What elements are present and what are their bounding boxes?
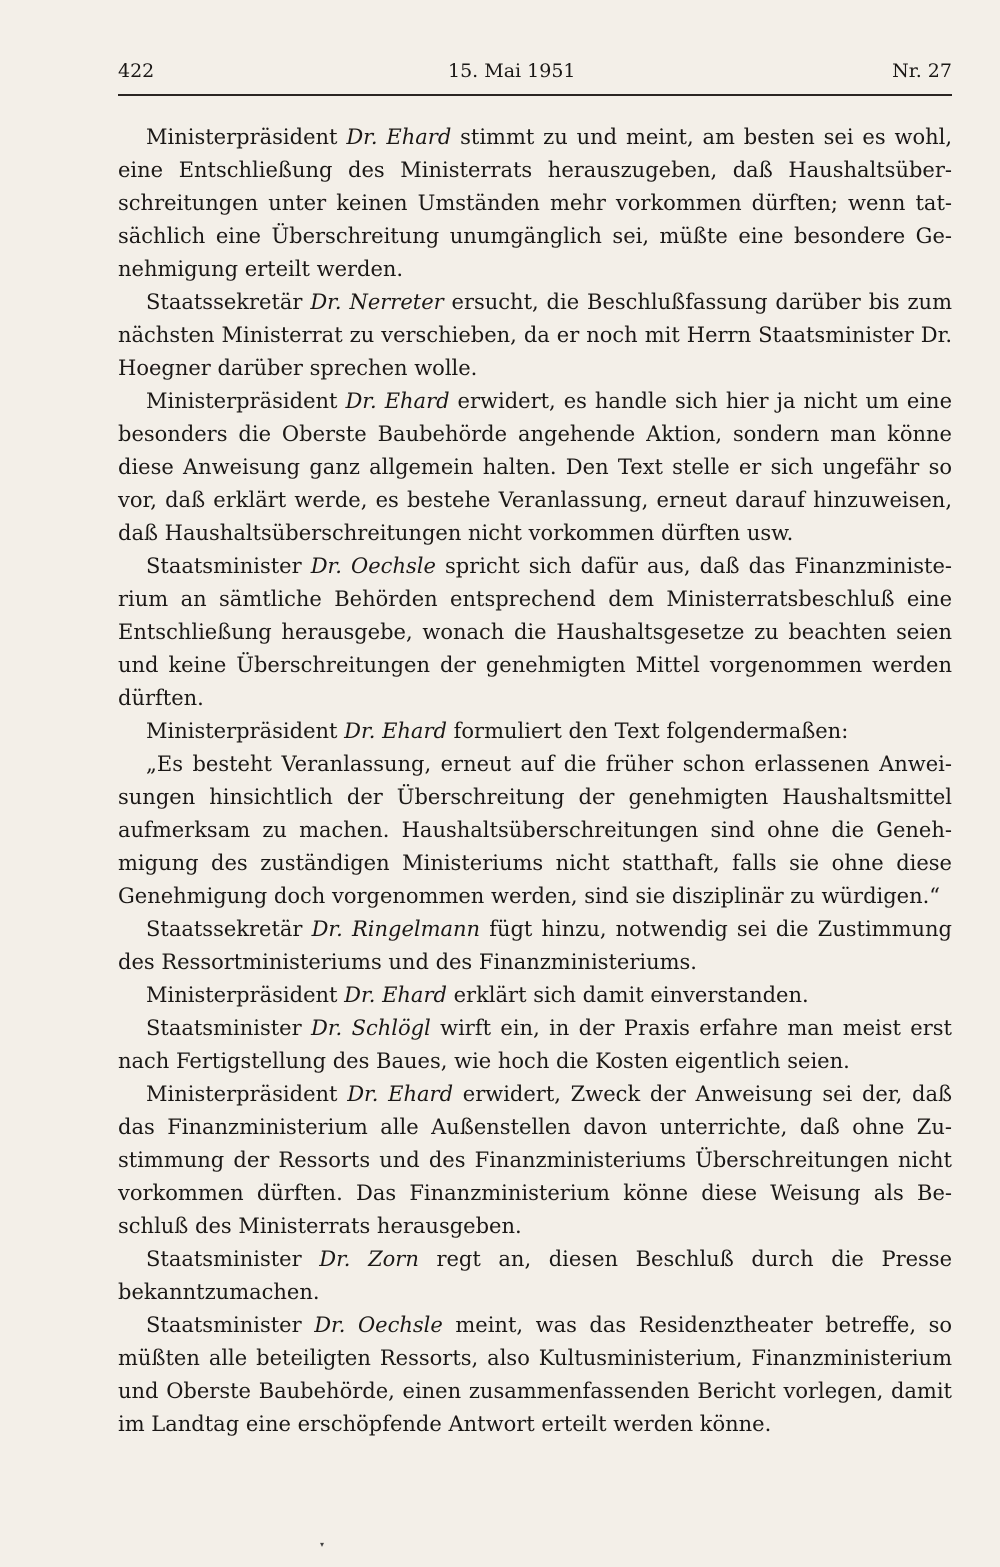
paragraph-8 xyxy=(118,979,952,1012)
paragraph-text: stimmt zu und meint, am besten sei es wohl, eine Entschließung des Ministerrats herauszugeben, daß Haushaltsüberschreitungen unter keinen Umständen mehr vorkommen dürften; wenn tatsächlich eine Überschreitung unumgänglich sei, müßte eine besondere Genehmigung erteilt werden. xyxy=(118,125,953,281)
paragraph-4 xyxy=(118,550,952,715)
paragraph-9 xyxy=(118,1012,952,1078)
paragraph-text: wirft ein, in der Praxis erfahre man meist erst nach Fertigstellung des Baues, wie hoch die Kosten eigentlich seien. xyxy=(118,1016,952,1073)
footer-mark: ▾ xyxy=(320,1540,325,1549)
paragraph-text: formuliert den Text folgendermaßen: xyxy=(446,719,849,743)
header-rule xyxy=(118,94,952,96)
paragraph-12 xyxy=(118,1309,952,1441)
paragraph-1 xyxy=(118,121,952,286)
paragraph-text: erklärt sich damit einverstanden. xyxy=(446,983,809,1007)
quoted-resolution xyxy=(118,748,952,913)
speaker-name: Dr. Ehard xyxy=(344,983,447,1007)
speaker-title: Ministerpräsident xyxy=(146,719,345,743)
paragraph-7 xyxy=(118,913,952,979)
paragraph-text: „Es besteht Veranlassung, erneut auf die früher schon erlassenen Anweisungen hinsichtlich der Überschreitung der genehmigten Haushaltsmittel aufmerksam zu machen. Haushaltsüberschreitungen sind ohne die Genehmigung des zuständigen Ministeriums nicht statthaft, falls sie ohne diese Genehmigung doch vorgenommen werden, sind sie disziplinär zu würdigen.“ xyxy=(118,752,952,908)
speaker-title: Ministerpräsident xyxy=(146,125,347,149)
speaker-title: Staatsminister xyxy=(146,1313,315,1337)
paragraph-2 xyxy=(118,286,952,385)
header-date: 15. Mai 1951 xyxy=(448,60,576,82)
paragraph-text: spricht sich dafür aus, daß das Finanzministerium an sämtliche Behörden entsprechend dem Ministerratsbeschluß eine Entschließung herausgebe, wonach die Haushaltsgesetze zu beachten seien und keine Überschreitungen der genehmigten Mittel vorgenommen werden dürften. xyxy=(118,554,953,710)
paragraph-text: fügt hinzu, notwendig sei die Zustimmung des Ressortministeriums und des Finanzministeriums. xyxy=(118,917,952,974)
speaker-name: Dr. Ehard xyxy=(346,125,452,149)
paragraph-text: regt an, diesen Beschluß durch die Presse bekanntzumachen. xyxy=(118,1247,953,1304)
paragraph-3 xyxy=(118,385,952,550)
paragraph-10 xyxy=(118,1078,952,1243)
paragraph-text: meint, was das Residenztheater betreffe, so müßten alle beteiligten Ressorts, also Kultusministerium, Finanzministerium und Oberste Baubehörde, einen zusammenfassenden Bericht vorlegen, damit im Landtag eine erschöpfende Antwort erteilt werden könne. xyxy=(118,1313,952,1436)
page-number: 422 xyxy=(118,60,155,82)
speaker-title: Ministerpräsident xyxy=(146,1082,348,1106)
paragraph-5 xyxy=(118,715,952,748)
speaker-name: Dr. Ehard xyxy=(345,389,450,413)
paragraph-text: erwidert, Zweck der Anweisung sei der, daß das Finanzministerium alle Außenstellen davon unterrichte, daß ohne Zustimmung der Ressorts und des Finanzministeriums Überschreitungen nicht vorkommen dürften. Das Finanzministerium könne diese Weisung als Beschluß des Ministerrats herausgeben. xyxy=(118,1082,952,1238)
speaker-name: Dr. Oechsle xyxy=(314,1313,443,1337)
speaker-title: Staatsminister xyxy=(146,1016,311,1040)
speaker-title: Ministerpräsident xyxy=(146,389,346,413)
page-header xyxy=(118,60,952,88)
paragraph-text: ersucht, die Beschlußfassung darüber bis zum nächsten Ministerrat zu verschieben, da er noch mit Herrn Staatsminister Dr. Hoegner darüber sprechen wolle. xyxy=(118,290,952,380)
issue-number: Nr. 27 xyxy=(892,60,952,82)
speaker-title: Staatssekretär xyxy=(146,290,311,314)
speaker-name: Dr. Ringelmann xyxy=(311,917,481,941)
speaker-title: Staatsminister xyxy=(146,554,311,578)
speaker-name: Dr. Schlögl xyxy=(310,1016,431,1040)
paragraph-11 xyxy=(118,1243,952,1309)
speaker-name: Dr. Ehard xyxy=(347,1082,454,1106)
speaker-title: Staatssekretär xyxy=(146,917,312,941)
speaker-name: Dr. Ehard xyxy=(344,719,447,743)
speaker-title: Ministerpräsident xyxy=(146,983,345,1007)
speaker-name: Dr. Nerreter xyxy=(310,290,444,314)
speaker-title: Staatsminister xyxy=(146,1247,320,1271)
protocol-text xyxy=(118,121,952,1441)
paragraph-text: erwidert, es handle sich hier ja nicht um eine besonders die Oberste Baubehörde angehende Aktion, sondern man könne diese Anweisung ganz allgemein halten. Den Text stelle er sich ungefähr so vor, daß erklärt werde, es bestehe Veranlassung, erneut darauf hinzuweisen, daß Haushaltsüberschreitungen nicht vorkommen dürften usw. xyxy=(118,389,953,545)
speaker-name: Dr. Oechsle xyxy=(310,554,436,578)
speaker-name: Dr. Zorn xyxy=(319,1247,419,1271)
